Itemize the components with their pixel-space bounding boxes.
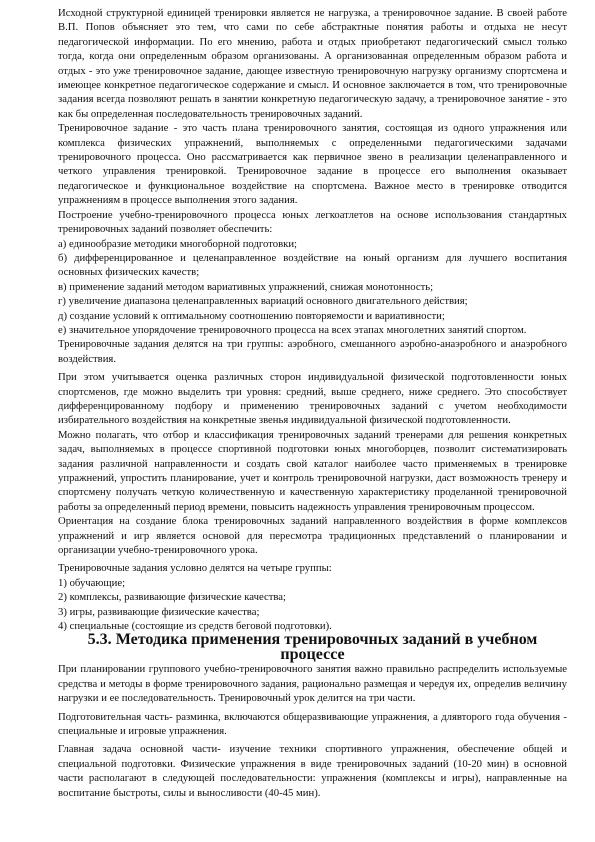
paragraph-training-unit: Исходной структурной единицей тренировки является не нагрузка, а тренировочное задание. В своей работе В.П. Попов объясняет это тем, что сами по себе абстрактные понятия работы и отдыха не несут педагогической информации. По его мнению, работа и отдых приобретают педагогический смысл только тогда, когда они определенным образом организованы. А организованная определенным образом работа и отдых - это уже тренировочное задание, дающее известную тренировочную нагрузку организму спортсмена и имеющее конкретное педагогическое содержание и смысл. И основное заключается в том, что тренировочные задания всегда позволяют решать в занятии конкретную педагогическую задачу, а тренировочное занятие - это как бы определенная последовательность тренировочных заданий. xyxy=(58,7,567,120)
paragraph-assessment-levels: При этом учитывается оценка различных сторон индивидуальной физической подготовленности юных спортсменов, где можно выделить три уровня: средний, выше среднего, ниже среднего. Это способствует дифференцированному подбору и применению тренировочных заданий с учетом необходимости избирательного воздействия на конкретные звенья индивидуальной физической подготовленности. xyxy=(58,371,567,427)
list-item: 2) комплексы, развивающие физические качества; xyxy=(58,591,286,604)
paragraph-construction-intro: Построение учебно-тренировочного процесса юных легкоатлетов на основе использования стандартных тренировочных заданий позволяет обеспечить: xyxy=(58,208,567,236)
paragraph-block-orientation: Ориентация на создание блока тренировочных заданий направленного воздействия в форме комплексов упражнений и игр является основой для пересмотра традиционных представлений о планировании и организации учебно-тренировочного урока. xyxy=(58,515,567,557)
paragraph-main-part: Главная задача основной части- изучение техники спортивного упражнения, обеспечение общей и специальной подготовки. Физические упражнения в виде тренировочных заданий (10-20 мин) в основной части располагают в следующей последовательности: упражнения (комплексы и игры), направленные на воспитание быстроты, силы и выносливости (40-45 мин). xyxy=(58,743,567,799)
list-item: 1) обучающие; xyxy=(58,576,126,589)
paragraph-planning: При планировании группового учебно-тренировочного занятия важно правильно распределить используемые средства и методы в форме тренировочного задания, рационально размещая и чередуя их, определив величину нагрузки и ее последовательность. Тренировочный урок делится на три части. xyxy=(58,663,567,705)
list-item: б) дифференцированное и целенаправленное воздействие на юный организм для лучшего воспитания основных физических качеств; xyxy=(58,251,567,279)
paragraph-preparatory-part: Подготовительная часть- разминка, включаются общеразвивающие упражнения, а длявторого года обучения - специальные и игровые упражнения. xyxy=(58,710,567,737)
list-item: д) создание условий к оптимальному соотношению повторяемости и вариативности; xyxy=(58,309,445,322)
paragraph-groups-intro: Тренировочные задания условно делятся на четыре группы: xyxy=(58,562,332,575)
paragraph-three-groups: Тренировочные задания делятся на три группы: аэробного, смешанного аэробно-анаэробного и анаэробного воздействия. xyxy=(58,338,567,365)
list-item: в) применение заданий методом вариативных упражнений, снижая монотонность; xyxy=(58,280,434,293)
list-item: 3) игры, развивающие физические качества; xyxy=(58,605,260,618)
paragraph-selection-classification: Можно полагать, что отбор и классификация тренировочных заданий тренерами для решения конкретных задач, выполняемых в процессе спортивной подготовки юных многоборцев, позволит систематизировать задания различной направленности и создать свой каталог наиболее часто применяемых в тренировке упражнений, упростить планирование, учет и контроль тренировочной нагрузки, даст возможность тренеру и спортсмену получать четкую количественную и качественную характеристику проделанной тренировочной работы за определенный период времени, повысить надежность управления тренировочным процессом. xyxy=(58,428,567,513)
groups-list xyxy=(58,576,567,634)
paragraph-training-task-definition: Тренировочное задание - это часть плана тренировочного занятия, состоящая из одного упражнения или комплекса физических упражнений, выполняемых с определенными педагогическими задачами тренировочного процесса. Оно рассматривается как первичное звено в реализации целенаправленного и четкого управления тренировкой. Тренировочное задание в процессе его выполнения оказывает педагогическое и функциональное воздействие на спортсмена. Важное место в тренировке отводится упражнениям в процессе выполнения этого задания. xyxy=(58,122,567,207)
list-item: г) увеличение диапазона целенаправленных вариаций основного двигательного действия; xyxy=(58,295,468,308)
list-item: 4) специальные (состоящие из средств беговой подготовки). xyxy=(58,620,332,633)
list-item: е) значительное упорядочение тренировочного процесса на всех этапах многолетних занятий спортом. xyxy=(58,323,527,336)
construction-list xyxy=(58,237,567,338)
section-heading: 5.3. Методика применения тренировочных заданий в учебном процессе xyxy=(87,631,538,663)
list-item: а) единообразие методики многоборной подготовки; xyxy=(58,237,298,250)
